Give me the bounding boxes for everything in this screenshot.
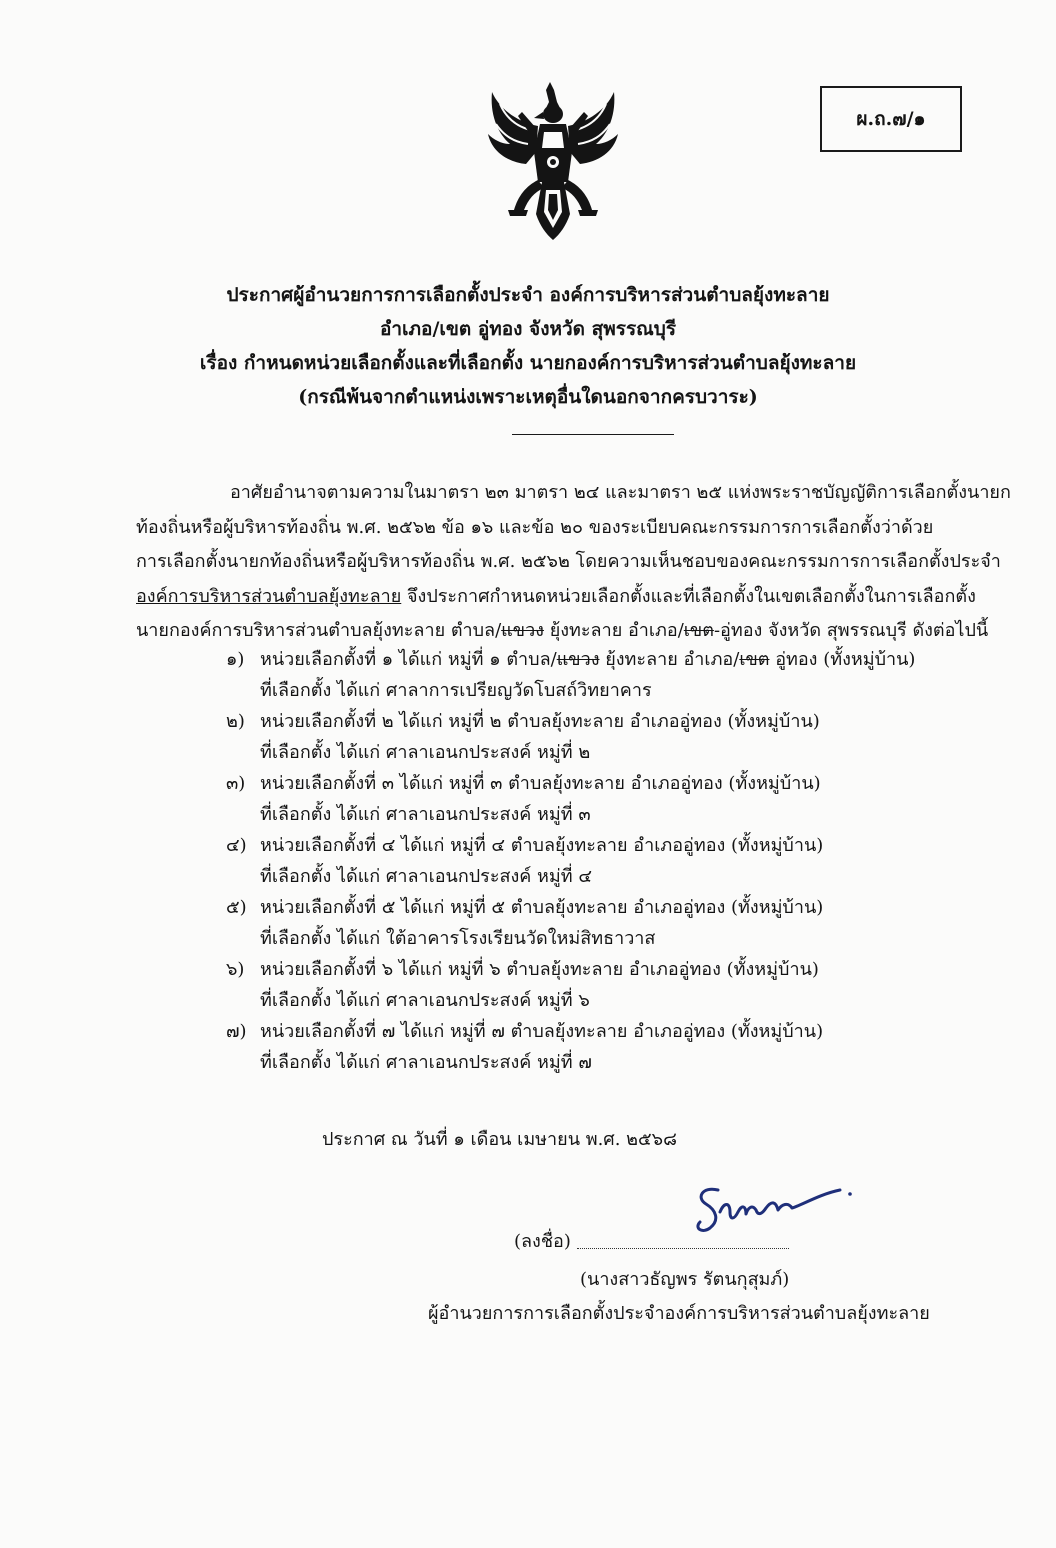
list-item	[136, 768, 976, 830]
item-number: ๗)	[226, 1021, 247, 1042]
form-code-box	[820, 86, 962, 152]
unit-line-1: หน่วยเลือกตั้งที่ ๕ ได้แก่ หมู่ที่ ๕ ตำบลยุ้งทะลาย อำเภออู่ทอง (ทั้งหมู่บ้าน)	[260, 897, 824, 918]
signer-title: ผู้อำนวยการการเลือกตั้งประจำองค์การบริหารส่วนตำบลยุ้งทะลาย	[428, 1303, 930, 1324]
organization-name-underlined: องค์การบริหารส่วนตำบลยุ้งทะลาย	[136, 585, 402, 607]
unit-line-2: ที่เลือกตั้ง ได้แก่ ศาลาเอนกประสงค์ หมู่ที่ ๔	[260, 866, 592, 887]
unit-line-2: ที่เลือกตั้ง ได้แก่ ศาลาเอนกประสงค์ หมู่ที่ ๓	[260, 804, 591, 825]
unit-line-2: ที่เลือกตั้ง ได้แก่ ศาลาเอนกประสงค์ หมู่ที่ ๗	[260, 1052, 592, 1073]
struck-word: เขต	[683, 620, 714, 641]
unit-line-2: ที่เลือกตั้ง ได้แก่ ศาลาเอนกประสงค์ หมู่ที่ ๒	[260, 742, 591, 763]
announcement-date: ประกาศ ณ วันที่ ๑ เดือน เมษายน พ.ศ. ๒๕๖๘	[322, 1129, 677, 1150]
sign-label: (ลงชื่อ)	[514, 1231, 571, 1252]
item-number: ๒)	[226, 711, 245, 732]
announcement-body	[136, 476, 1011, 649]
unit-line-1: หน่วยเลือกตั้งที่ ๖ ได้แก่ หมู่ที่ ๖ ตำบลยุ้งทะลาย อำเภออู่ทอง (ทั้งหมู่บ้าน)	[260, 959, 819, 980]
body-line-5-a: นายกองค์การบริหารส่วนตำบลยุ้งทะลาย ตำบล/	[136, 620, 502, 641]
unit-line-2: ที่เลือกตั้ง ได้แก่ ศาลาเอนกประสงค์ หมู่ที่ ๖	[260, 990, 590, 1011]
polling-unit-list	[136, 644, 976, 1078]
struck-word: แขวง	[556, 649, 600, 670]
list-item	[136, 892, 976, 954]
unit-text: อู่ทอง (ทั้งหมู่บ้าน)	[769, 649, 916, 670]
item-number: ๔)	[226, 835, 247, 856]
form-code: ผ.ถ.๗/๑	[856, 108, 926, 130]
heading-line-1: ประกาศผู้อำนวยการการเลือกตั้งประจำ องค์การบริหารส่วนตำบลยุ้งทะลาย	[226, 284, 830, 306]
unit-line-1	[260, 644, 976, 675]
list-item	[136, 830, 976, 892]
body-line-3: การเลือกตั้งนายกท้องถิ่นหรือผู้บริหารท้องถิ่น พ.ศ. ๒๕๖๒ โดยความเห็นชอบของคณะกรรมการการเลือกตั้งประจำ	[136, 551, 1001, 572]
item-number: ๕)	[226, 897, 247, 918]
heading-line-2: อำเภอ/เขต อู่ทอง จังหวัด สุพรรณบุรี	[379, 318, 677, 340]
announcement-heading	[120, 278, 936, 414]
garuda-emblem-icon	[478, 82, 628, 242]
body-line-4	[136, 580, 976, 615]
heading-line-4: (กรณีพ้นจากตำแหน่งเพราะเหตุอื่นใดนอกจากครบวาระ)	[298, 386, 758, 408]
heading-line-3: เรื่อง กำหนดหน่วยเลือกตั้งและที่เลือกตั้ง นายกองค์การบริหารส่วนตำบลยุ้งทะลาย	[199, 352, 857, 374]
signature-line	[514, 1226, 789, 1255]
unit-text: ยุ้งทะลาย อำเภอ/	[599, 649, 740, 670]
signer-name: (นางสาวธัญพร รัตนกุสุมภ์)	[580, 1269, 790, 1290]
list-item	[136, 644, 976, 706]
body-line-2: ท้องถิ่นหรือผู้บริหารท้องถิ่น พ.ศ. ๒๕๖๒ ข้อ ๑๖ และข้อ ๒๐ ของระเบียบคณะกรรมการการเลือกตั้งว่าด้วย	[136, 516, 934, 538]
unit-line-2: ที่เลือกตั้ง ได้แก่ ใต้อาคารโรงเรียนวัดใหม่สิทธาวาส	[260, 928, 656, 949]
list-item	[136, 954, 976, 1016]
heading-divider	[512, 434, 674, 435]
struck-word: เขต	[739, 649, 770, 670]
item-number: ๑)	[226, 649, 245, 670]
unit-text: หน่วยเลือกตั้งที่ ๑ ได้แก่ หมู่ที่ ๑ ตำบล/	[260, 649, 557, 670]
body-line-5-c: -อู่ทอง จังหวัด สุพรรณบุรี ดังต่อไปนี้	[713, 620, 989, 641]
item-number: ๖)	[226, 959, 245, 980]
list-item	[136, 1016, 976, 1078]
unit-line-1: หน่วยเลือกตั้งที่ ๔ ได้แก่ หมู่ที่ ๔ ตำบลยุ้งทะลาย อำเภออู่ทอง (ทั้งหมู่บ้าน)	[260, 835, 824, 856]
body-line-5-b: ยุ้งทะลาย อำเภอ/	[543, 620, 684, 641]
body-line-1: อาศัยอำนาจตามความในมาตรา ๒๓ มาตรา ๒๔ และมาตรา ๒๕ แห่งพระราชบัญญัติการเลือกตั้งนายก	[230, 482, 1011, 503]
item-number: ๓)	[226, 773, 246, 794]
struck-word: แขวง	[501, 620, 544, 641]
unit-line-1: หน่วยเลือกตั้งที่ ๒ ได้แก่ หมู่ที่ ๒ ตำบลยุ้งทะลาย อำเภออู่ทอง (ทั้งหมู่บ้าน)	[260, 711, 820, 732]
list-item	[136, 706, 976, 768]
body-line-4-rest: จึงประกาศกำหนดหน่วยเลือกตั้งและที่เลือกตั้งในเขตเลือกตั้งในการเลือกตั้ง	[401, 585, 976, 607]
unit-line-1: หน่วยเลือกตั้งที่ ๗ ได้แก่ หมู่ที่ ๗ ตำบลยุ้งทะลาย อำเภออู่ทอง (ทั้งหมู่บ้าน)	[260, 1021, 824, 1042]
signature-dotted-line	[577, 1248, 789, 1249]
unit-line-1: หน่วยเลือกตั้งที่ ๓ ได้แก่ หมู่ที่ ๓ ตำบลยุ้งทะลาย อำเภออู่ทอง (ทั้งหมู่บ้าน)	[260, 773, 821, 794]
unit-line-2: ที่เลือกตั้ง ได้แก่ ศาลาการเปรียญวัดโบสถ์วิทยาคาร	[260, 680, 652, 701]
